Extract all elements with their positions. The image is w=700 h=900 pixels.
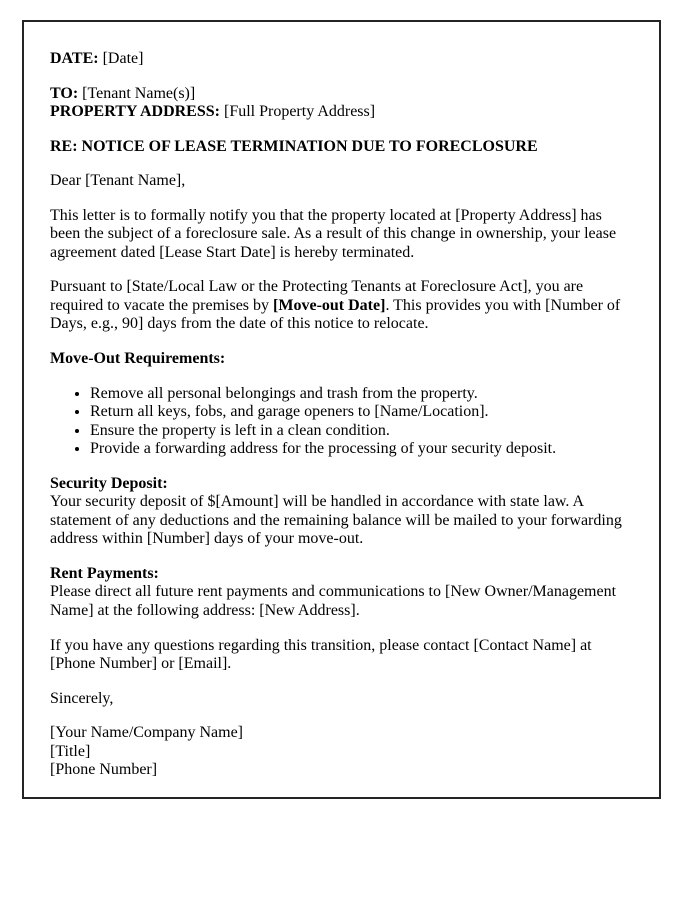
list-item: • Remove all personal belongings and trash from the property. [90, 385, 633, 404]
signature-phone: [Phone Number] [50, 761, 158, 779]
property-address-label: PROPERTY ADDRESS: [50, 103, 220, 121]
to-label: TO: [50, 84, 79, 102]
rent-payments-heading: Rent Payments: [50, 564, 159, 582]
to-value: [Tenant Name(s)] [82, 84, 196, 102]
subject-line [50, 138, 633, 157]
date-label: DATE: [50, 50, 99, 67]
list-item: • Ensure the property is left in a clean condition. [90, 422, 633, 441]
intro-paragraph: This letter is to formally notify you that the property located at [Property Address] has been the subject of a foreclosure sale. As a result of this change in ownership, your lease agreement dated [Lease Start Date] is hereby terminated. [50, 206, 617, 261]
vacate-text-after: . This provides you with [Number of Days, e.g., 90] days from the date of this notice to relocate. [50, 296, 621, 333]
date-value: [Date] [102, 50, 144, 67]
subject-text: RE: NOTICE OF LEASE TERMINATION DUE TO FORECLOSURE [50, 137, 538, 155]
list-item: • Provide a forwarding address for the processing of your security deposit. [90, 440, 633, 459]
signature-name: [Your Name/Company Name] [50, 724, 244, 742]
letter-page [22, 20, 661, 799]
closing: Sincerely, [50, 689, 114, 707]
move-out-requirements-list [50, 385, 633, 459]
move-out-requirements-heading: Move-Out Requirements: [50, 350, 226, 368]
security-deposit-heading: Security Deposit: [50, 474, 168, 492]
list-item: • Return all keys, fobs, and garage openers to [Name/Location]. [90, 403, 633, 422]
security-deposit-text: Your security deposit of $[Amount] will be handled in accordance with state law. A statement of any deductions and the remaining balance will be mailed to your forwarding address within [Number] days of your move-out. [50, 493, 622, 548]
date-line [50, 50, 633, 69]
questions-paragraph: If you have any questions regarding this transition, please contact [Contact Name] at [Phone Number] or [Email]. [50, 636, 592, 673]
property-address-value: [Full Property Address] [223, 103, 376, 121]
security-deposit-section [50, 475, 633, 549]
recipient-block [50, 85, 633, 122]
rent-payments-text: Please direct all future rent payments and communications to [New Owner/Management Name] at the following address: [New Address]. [50, 583, 617, 620]
signature-block [50, 724, 633, 780]
signature-title: [Title] [50, 742, 91, 760]
vacate-paragraph [50, 278, 633, 334]
salutation: Dear [Tenant Name], [50, 172, 186, 190]
vacate-text-before: Pursuant to [State/Local Law or the Protecting Tenants at Foreclosure Act], you are required to vacate the premises by [50, 278, 584, 314]
rent-payments-section [50, 565, 633, 621]
move-out-date-placeholder: [Move-out Date] [273, 296, 386, 314]
